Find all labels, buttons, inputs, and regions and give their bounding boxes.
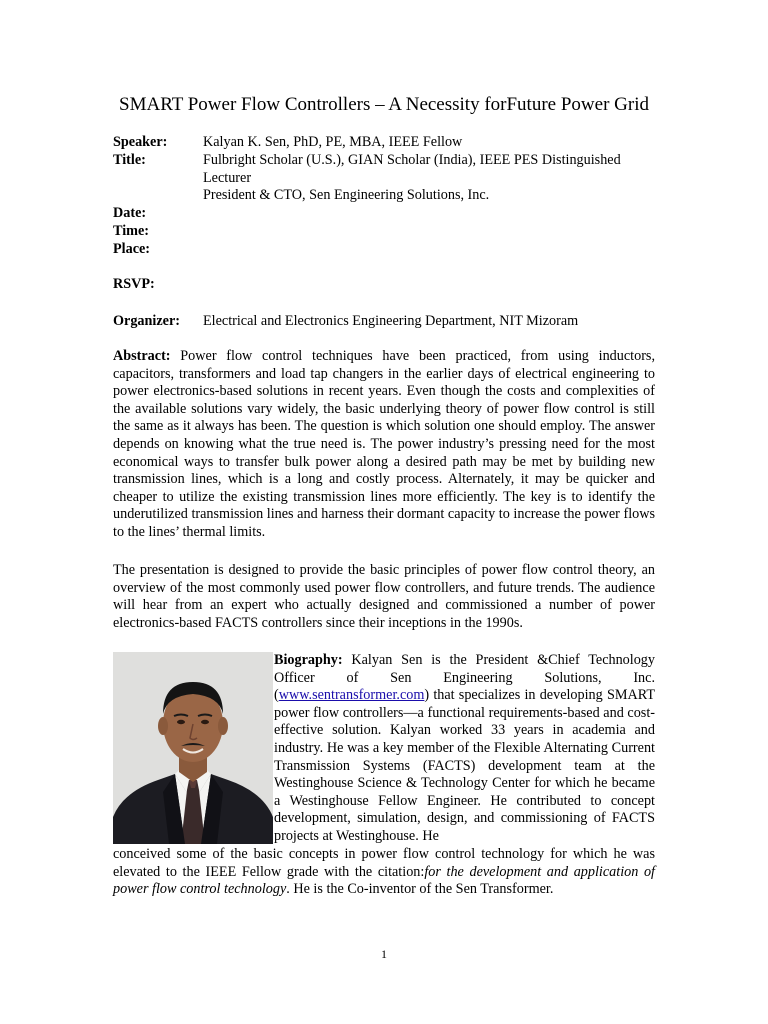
biography-label: Biography: bbox=[274, 652, 343, 668]
biography-text-part4: . He is the Co-inventor of the Sen Transformer. bbox=[286, 881, 554, 898]
speaker-value: Kalyan K. Sen, PhD, PE, MBA, IEEE Fellow bbox=[203, 134, 463, 150]
title-field bbox=[113, 152, 658, 205]
document-title: SMART Power Flow Controllers – A Necessity forFuture Power Grid bbox=[119, 94, 649, 115]
title-value-line2: Lecturer bbox=[203, 169, 252, 186]
abstract-paragraph bbox=[113, 348, 655, 542]
ieee-citation: for the development and application of power flow control technology bbox=[113, 863, 655, 898]
place-label: Place: bbox=[113, 241, 151, 257]
page-number: 1 bbox=[381, 947, 387, 961]
speaker-photo bbox=[113, 652, 273, 844]
organizer-field bbox=[113, 313, 658, 331]
organizer-value: Electrical and Electronics Engineering Department, NIT Mizoram bbox=[203, 313, 579, 329]
speaker-field bbox=[113, 134, 658, 152]
speaker-label: Speaker: bbox=[113, 134, 168, 150]
biography-paragraph bbox=[274, 652, 655, 846]
time-label: Time: bbox=[113, 223, 149, 239]
biography-text-part2: ) that specializes in developing SMART power flow controllers—a functional requirements-based and cost-effective solution. Kalyan worked 33 years in academia and industry. He was a key member of the Flexible Alternating Current Transmission Systems (FACTS) development team at the Westinghouse Science & Technology Center for which he became a Westinghouse Fellow Engineer. He contributed to concept development, simulation, design, and commissioning of FACTS projects at Westinghouse. He bbox=[274, 687, 655, 844]
biography-continuation bbox=[113, 846, 655, 899]
presentation-paragraph: The presentation is designed to provide the basic principles of power flow control theory, an overview of the most commonly used power flow controllers, and future trends. The audience will hear from an expert who actually designed and commissioned a number of power electronics-based FACTS controllers since their inceptions in the 1990s. bbox=[113, 562, 655, 631]
abstract-text: Power flow control techniques have been practiced, from using inductors, capacitors, transformers and load tap changers in the earlier days of electrical engineering to power electronics-based solutions in recent years. Even though the costs and complexities of the available solutions vary widely, the basic underlying theory of power flow control is still the same as it always has been. The question is which solution one should employ. The answer depends on knowing what the true need is. The power industry’s pressing need for the most economical ways to transfer bulk power along a desired path may be met by building new transmission lines, which is a long and costly process. Alternately, it may be quicker and cheaper to utilize the existing transmission lines more efficiently. The key is to identify the underutilized transmission lines and harness their dormant capacity to increase the power flows to the lines’ thermal limits. bbox=[113, 348, 655, 540]
biography-text-part1: Kalyan Sen is the President &Chief Technology Officer of Sen Engineering Solutions, Inc. ( bbox=[274, 652, 655, 704]
date-label: Date: bbox=[113, 205, 147, 221]
biography-text-part3: conceived some of the basic concepts in power flow control technology for which he was elevated to the IEEE Fellow grade with the citation: bbox=[113, 846, 655, 880]
rsvp-label: RSVP: bbox=[113, 276, 155, 292]
title-value-line3: President & CTO, Sen Engineering Solutions, Inc. bbox=[203, 187, 490, 204]
website-link[interactable]: www.sentransformer.com bbox=[278, 687, 425, 704]
title-label: Title: bbox=[113, 152, 146, 168]
organizer-label: Organizer: bbox=[113, 313, 180, 329]
abstract-label: Abstract: bbox=[113, 348, 171, 364]
title-value-line1: Fulbright Scholar (U.S.), GIAN Scholar (India), IEEE PES Distinguished bbox=[203, 152, 621, 168]
